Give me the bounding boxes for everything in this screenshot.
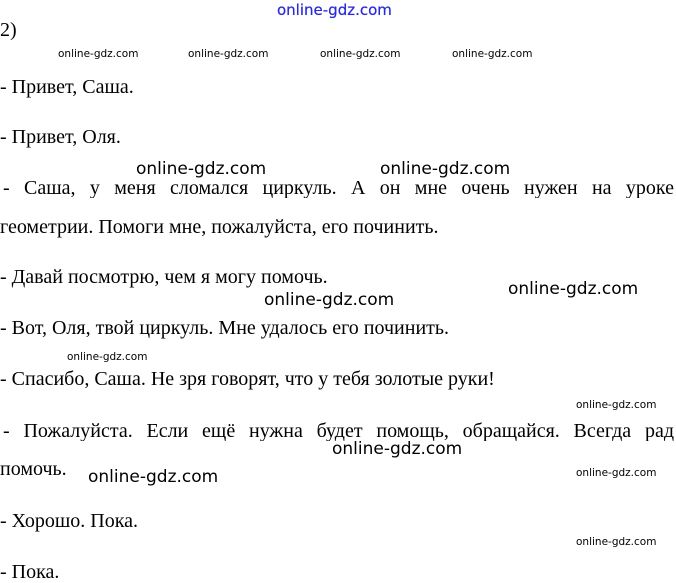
dialogue-line: - Пожалуйста. Если ещё нужна будет помощь, обращайся. Всегда рад xyxy=(3,421,674,441)
watermark: online-gdz.com xyxy=(58,48,139,60)
dialogue-line: - Спасибо, Саша. Не зря говорят, что у тебя золотые руки! xyxy=(0,368,495,390)
watermark: online-gdz.com xyxy=(576,399,657,411)
watermark: online-gdz.com xyxy=(576,467,657,479)
site-watermark: online-gdz.com xyxy=(277,1,392,19)
watermark: online-gdz.com xyxy=(508,279,639,299)
watermark: online-gdz.com xyxy=(576,536,657,548)
watermark: online-gdz.com xyxy=(332,439,463,459)
watermark: online-gdz.com xyxy=(188,48,269,60)
watermark: online-gdz.com xyxy=(380,159,511,179)
dialogue-line: - Давай посмотрю, чем я могу помочь. xyxy=(0,266,328,288)
watermark: online-gdz.com xyxy=(67,351,148,363)
watermark: online-gdz.com xyxy=(320,48,401,60)
dialogue-line: помочь. xyxy=(0,458,67,480)
dialogue-line: - Саша, у меня сломался циркуль. А он мне очень нужен на уроке xyxy=(3,178,674,198)
watermark: online-gdz.com xyxy=(452,48,533,60)
dialogue-line: - Привет, Оля. xyxy=(0,126,121,148)
watermark: online-gdz.com xyxy=(136,159,267,179)
watermark: online-gdz.com xyxy=(88,467,219,487)
dialogue-line: - Хорошо. Пока. xyxy=(0,510,138,532)
dialogue-line: - Пока. xyxy=(0,561,60,583)
watermark: online-gdz.com xyxy=(264,290,395,310)
dialogue-line: - Привет, Саша. xyxy=(0,76,134,98)
exercise-number: 2) xyxy=(0,19,17,41)
dialogue-line: - Вот, Оля, твой циркуль. Мне удалось его починить. xyxy=(0,317,450,339)
dialogue-line: геометрии. Помоги мне, пожалуйста, его починить. xyxy=(0,216,439,238)
